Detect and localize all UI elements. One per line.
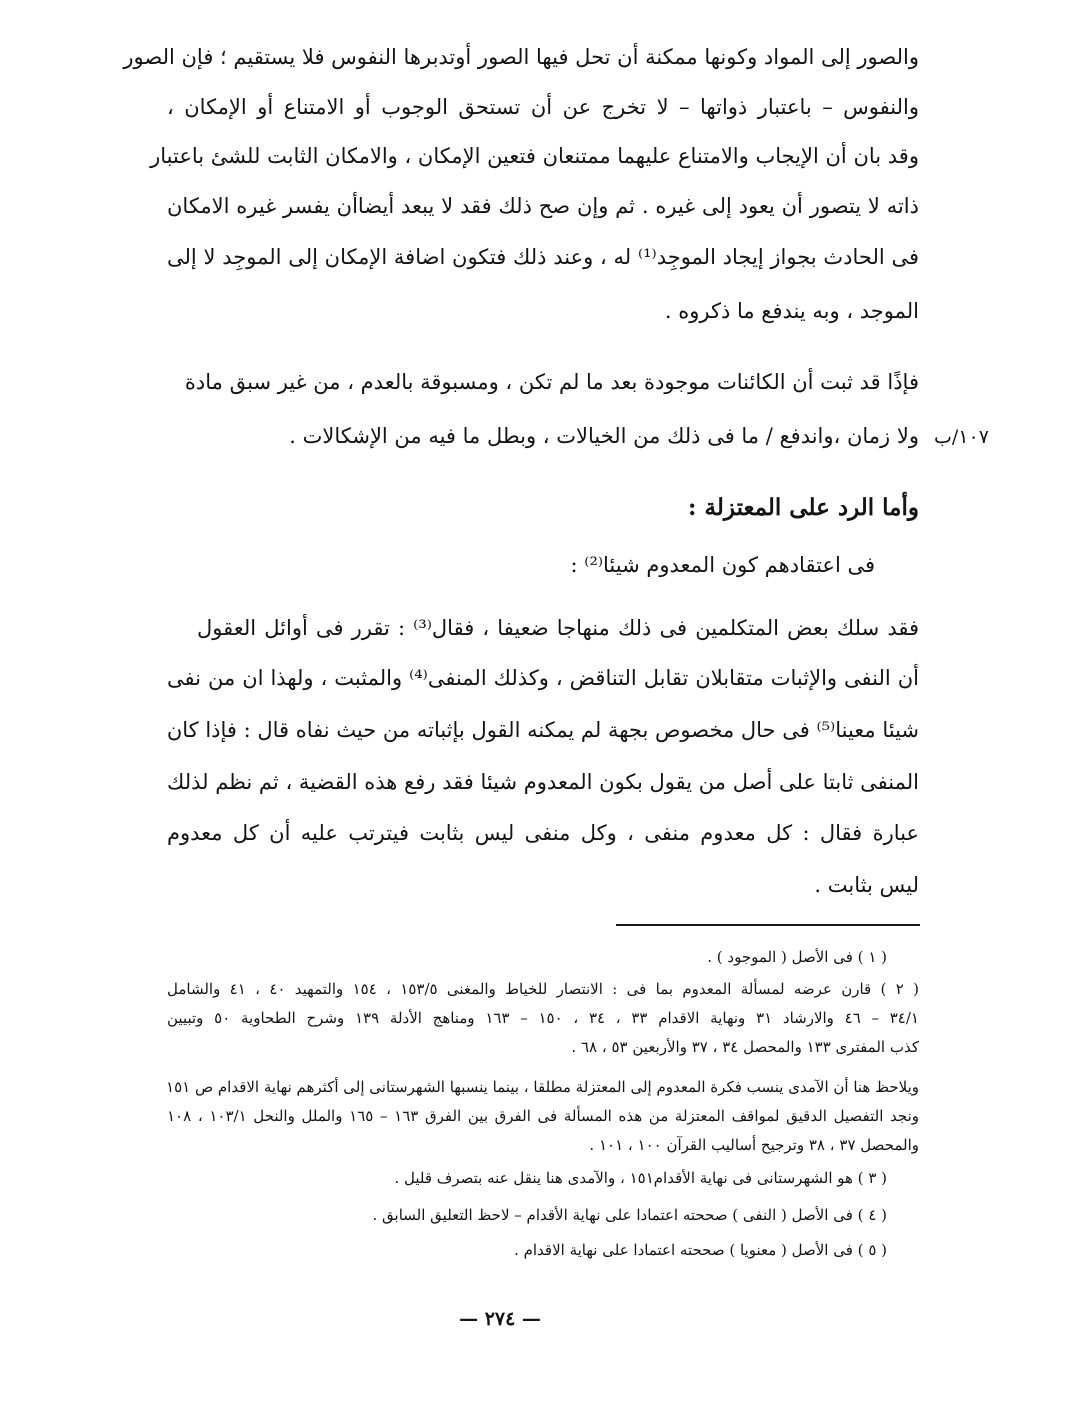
- body-line: والنفوس – باعتبار ذواتها – لا تخرج عن أن تستحق الوجوب أو الامتناع أو الإمكان ،: [167, 95, 919, 119]
- footnote-separator: [616, 924, 920, 926]
- body-line: فإذًا قد ثبت أن الكائنات موجودة بعد ما لم تكن ، ومسبوقة بالعدم ، من غير سبق مادة: [184, 370, 919, 394]
- footnote-1: ( ١ ) فى الأصل ( الموجود ) .: [707, 948, 887, 966]
- body-line: ليس بثابت .: [814, 873, 919, 897]
- body-line: والصور إلى المواد وكونها ممكنة أن تحل فيها الصور أوتدبرها النفوس فلا يستقيم ؛ فإن الصور: [123, 45, 919, 69]
- footnote-2-line: والمحصل ٣٧ ، ٣٨ وترجيح أساليب القرآن ١٠٠ ، ١٠١ .: [589, 1136, 919, 1154]
- body-line: ذاته لا يتصور أن يعود إلى غيره . ثم وإن صح ذلك فقد لا يبعد أيضاأن يفسر غيره الامكان: [167, 194, 919, 218]
- footnote-2-line: ٣٤/١ – ٤٦ والارشاد ٣١ ونهاية الاقدام ٣٣ ، ٣٤ ، ١٥٠ – ١٦٣ ومناهج الأدلة ١٣٩ وشرح الطحاوية ٥٠ وتبيين: [167, 1009, 919, 1027]
- footnote-2-line: ( ٢ ) قارن عرضه لمسألة المعدوم بما فى : الانتصار للخياط والمغنى ١٥٣/٥ ، ١٥٤ والتمهيد ٤٠ ، ٤١ والشامل: [167, 980, 919, 998]
- footnote-2-line: ويلاحظ هنا أن الآمدى ينسب فكرة المعدوم إلى المعتزلة مطلقا ، بينما ينسبها الشهرستانى إلى أكثرهم نهاية الاقدام ص ١٥١: [166, 1078, 919, 1096]
- body-line: أن النفى والإثبات متقابلان تقابل التناقض ، وكذلك المنفى⁽⁴⁾ والمثبت ، ولهذا ان من نفى: [167, 666, 919, 690]
- footnote-5: ( ٥ ) فى الأصل ( معنويا ) صححته اعتمادا على نهاية الاقدام .: [514, 1241, 887, 1259]
- footnote-2-line: ونجد التفصيل الدقيق لمواقف المعتزلة من هذه المسألة فى الفرق بين الفرق ١٦٣ – ١٦٥ والملل والنحل ١٠٣/١ ، ١٠٨: [167, 1107, 920, 1125]
- footnote-2-line: كذب المفترى ١٣٣ والمحصل ٣٤ ، ٣٧ والأربعين ٥٣ ، ٦٨ .: [571, 1038, 919, 1056]
- page-number: — ٢٧٤ —: [459, 1308, 541, 1330]
- body-line: وقد بان أن الإيجاب والامتناع عليهما ممتنعان فتعين الإمكان ، والامكان الثابت للشئ باعتبار: [150, 144, 919, 168]
- folio-margin-note: ١٠٧/ب: [934, 426, 989, 448]
- body-line: فقد سلك بعض المتكلمين فى ذلك منهاجا ضعيفا ، فقال⁽³⁾ : تقرر فى أوائل العقول: [197, 616, 920, 640]
- footnote-4: ( ٤ ) فى الأصل ( النفى ) صححته اعتمادا على نهاية الأقدام – لاحظ التعليق السابق .: [372, 1206, 887, 1224]
- body-line: المنفى ثابتا على أصل من يقول بكون المعدوم شيئا فقد رفع هذه القضية ، ثم نظم لذلك: [167, 770, 919, 794]
- body-line: الموجد ، وبه يندفع ما ذكروه .: [664, 299, 919, 323]
- body-line: شيئا معينا⁽⁵⁾ فى حال مخصوص بجهة لم يمكنه القول بإثباته من حيث نفاه قال : فإذا كان: [166, 718, 919, 742]
- section-heading: وأما الرد على المعتزلة :: [688, 494, 919, 521]
- body-line: ولا زمان ،واندفع / ما فى ذلك من الخيالات ، وبطل ما فيه من الإشكالات .: [289, 424, 919, 448]
- section-subheading: فى اعتقادهم كون المعدوم شيئا⁽²⁾ :: [570, 553, 875, 577]
- footnote-3: ( ٣ ) هو الشهرستانى فى نهاية الأقدام١٥١ ، والآمدى هنا ينقل عنه بتصرف قليل .: [394, 1169, 887, 1187]
- body-line: فى الحادث بجواز إيجاد الموجِد⁽¹⁾ له ، وعند ذلك فتكون اضافة الإمكان إلى الموجِد لا إلى: [167, 245, 919, 269]
- body-line: عبارة فقال : كل معدوم منفى ، وكل منفى ليس بثابت فيترتب عليه أن كل معدوم: [167, 821, 919, 845]
